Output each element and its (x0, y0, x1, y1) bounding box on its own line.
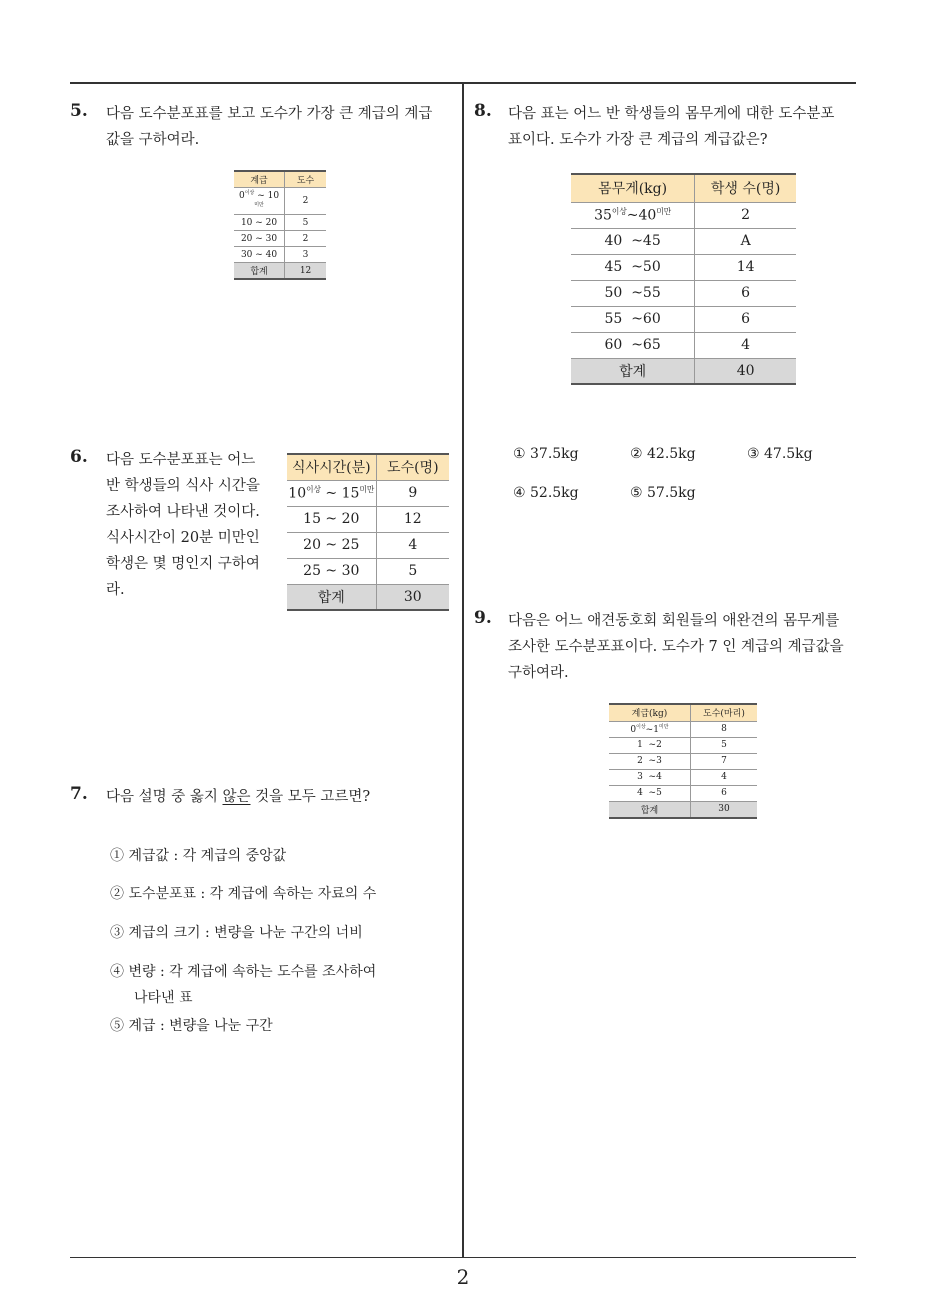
frequency-cell: 4 (376, 532, 449, 558)
interval-value: 45 ~50 (604, 259, 661, 275)
question-5-line2: 값을 구하여라. (106, 132, 200, 148)
frequency-cell: 6 (695, 280, 796, 306)
class-interval-cell (287, 506, 376, 532)
class-interval-cell (609, 785, 690, 801)
table-header-cell: 학생 수(명) (695, 174, 796, 202)
total-label: 합계 (609, 801, 690, 818)
interval-qualifier: 미만 (254, 202, 264, 208)
interval-value: 2 ~3 (637, 756, 662, 766)
interval-value: 0 (630, 725, 637, 735)
interval-value: 0 (239, 191, 245, 201)
table-header-cell: 계급(kg) (609, 704, 690, 721)
question-9-number: 9. (474, 608, 492, 628)
interval-value: ~ 15 (320, 485, 360, 502)
interval-qualifier: 이상 (244, 190, 255, 196)
table-row (234, 188, 326, 215)
table-header-cell: 도수(명) (376, 454, 449, 480)
frequency-cell: 2 (285, 188, 326, 215)
question-6-line: 라. (106, 582, 125, 598)
question-5-number: 5. (70, 101, 88, 121)
question-7-option-4[interactable]: ④ 변량 : 각 계급에 속하는 도수를 조사하여 (110, 964, 377, 980)
frequency-cell: 9 (376, 480, 449, 506)
table-header-cell: 계급 (234, 171, 285, 188)
total-label: 합계 (571, 358, 695, 384)
frequency-cell: 4 (695, 332, 796, 358)
question-5-table (234, 170, 326, 280)
question-5-text (106, 101, 456, 153)
question-6-line: 학생은 몇 명인지 구하여 (106, 556, 260, 572)
class-interval-cell (571, 254, 695, 280)
total-label: 합계 (287, 584, 376, 610)
table-row (609, 737, 757, 753)
interval-qualifier: 이상 (636, 724, 646, 730)
frequency-cell: 7 (690, 753, 757, 769)
class-interval-cell (571, 280, 695, 306)
table-total-row (609, 801, 757, 818)
frequency-cell: 2 (695, 202, 796, 228)
question-9-text (508, 608, 858, 686)
table-row (287, 532, 449, 558)
question-6-line: 반 학생들의 식사 시간을 (106, 478, 260, 494)
class-interval-cell (571, 306, 695, 332)
question-7-text (106, 784, 456, 810)
bottom-rule (70, 1257, 856, 1258)
frequency-cell: 4 (690, 769, 757, 785)
question-8-line2: 표이다. 도수가 가장 큰 계급의 계급값은? (508, 132, 768, 148)
question-8-option-4[interactable]: ④ 52.5kg (513, 485, 579, 501)
question-8-number: 8. (474, 101, 492, 121)
interval-value: 15 ~ 20 (303, 511, 360, 527)
question-8-option-3[interactable]: ③ 47.5kg (747, 446, 813, 462)
class-interval-cell (287, 558, 376, 584)
interval-qualifier: 미만 (658, 724, 669, 730)
table-row (609, 769, 757, 785)
question-8-option-5[interactable]: ⑤ 57.5kg (630, 485, 696, 501)
frequency-cell: 5 (376, 558, 449, 584)
table-row (571, 332, 796, 358)
frequency-cell: 5 (285, 215, 326, 231)
frequency-cell: 5 (690, 737, 757, 753)
question-6-table (287, 453, 449, 611)
table-total-row (287, 584, 449, 610)
interval-value: 1 ~2 (637, 740, 662, 750)
total-value: 12 (285, 263, 326, 280)
question-7-underline: 않은 (222, 789, 251, 805)
total-label: 합계 (234, 263, 285, 280)
interval-value: 20 ~ 25 (303, 537, 360, 553)
table-row (287, 480, 449, 506)
class-interval-cell (571, 332, 695, 358)
table-row (571, 228, 796, 254)
class-interval-cell (571, 228, 695, 254)
table-header-cell: 식사시간(분) (287, 454, 376, 480)
question-7-text-after: 것을 모두 고르면? (250, 789, 371, 805)
question-6-line: 조사하여 나타낸 것이다. (106, 504, 260, 520)
interval-value: 25 ~ 30 (303, 563, 360, 579)
table-header-cell: 몸무게(kg) (571, 174, 695, 202)
frequency-cell: A (695, 228, 796, 254)
question-8-option-1[interactable]: ① 37.5kg (513, 446, 579, 462)
interval-value: 10 (288, 485, 307, 502)
class-interval-cell (234, 247, 285, 263)
question-8-table (571, 173, 796, 385)
column-divider (462, 82, 464, 1258)
table-row (609, 721, 757, 737)
interval-value: 40 ~45 (604, 233, 661, 249)
question-9-line2: 조사한 도수분포표이다. 도수가 7 인 계급의 계급값을 (508, 639, 844, 655)
frequency-cell: 6 (695, 306, 796, 332)
class-interval-cell (609, 753, 690, 769)
table-row (609, 785, 757, 801)
interval-value: 20 ~ 30 (240, 233, 278, 244)
frequency-cell: 14 (695, 254, 796, 280)
table-row (609, 753, 757, 769)
question-7-number: 7. (70, 784, 88, 804)
question-8-line1: 다음 표는 어느 반 학생들의 몸무게에 대한 도수분포 (508, 106, 835, 122)
table-row (571, 306, 796, 332)
interval-value: 50 ~55 (604, 285, 661, 301)
question-7-option-5[interactable]: ⑤ 계급 : 변량을 나눈 구간 (110, 1018, 273, 1034)
interval-qualifier: 이상 (611, 207, 627, 217)
table-header-cell: 도수(마리) (690, 704, 757, 721)
page-number: 2 (456, 1265, 470, 1289)
question-7-text-before: 다음 설명 중 옳지 (106, 789, 223, 805)
interval-value: ~ 10 (254, 191, 280, 201)
interval-value: 10 ~ 20 (240, 217, 278, 228)
interval-qualifier: 미만 (656, 207, 672, 217)
question-6-text (106, 447, 281, 603)
table-row (571, 202, 796, 228)
question-7-option-3[interactable]: ③ 계급의 크기 : 변량을 나눈 구간의 너비 (110, 925, 363, 941)
table-total-row (571, 358, 796, 384)
table-total-row (234, 263, 326, 280)
question-6-line: 식사시간이 20분 미만인 (106, 530, 260, 546)
interval-qualifier: 이상 (306, 485, 321, 495)
table-row (571, 280, 796, 306)
frequency-cell: 6 (690, 785, 757, 801)
class-interval-cell (234, 215, 285, 231)
interval-value: 4 ~5 (637, 788, 662, 798)
interval-value: 30 ~ 40 (240, 249, 278, 260)
interval-value: ~1 (645, 725, 659, 735)
interval-value: 3 ~4 (637, 772, 662, 782)
total-value: 30 (376, 584, 449, 610)
question-9-line3: 구하여라. (508, 665, 569, 681)
total-value: 40 (695, 358, 796, 384)
total-value: 30 (690, 801, 757, 818)
question-9-line1: 다음은 어느 애견동호회 회원들의 애완견의 몸무게를 (508, 613, 840, 629)
class-interval-cell (571, 202, 695, 228)
frequency-cell: 8 (690, 721, 757, 737)
class-interval-cell (287, 480, 376, 506)
question-6-line: 다음 도수분포표는 어느 (106, 452, 256, 468)
interval-value: 55 ~60 (604, 311, 661, 327)
interval-qualifier: 미만 (359, 485, 375, 495)
class-interval-cell (234, 231, 285, 247)
frequency-cell: 12 (376, 506, 449, 532)
frequency-cell: 3 (285, 247, 326, 263)
question-8-text (508, 101, 858, 153)
class-interval-cell (234, 188, 285, 215)
class-interval-cell (609, 769, 690, 785)
interval-value: 60 ~65 (604, 337, 661, 353)
question-9-table (609, 703, 757, 819)
question-7-option-4-continued: 나타낸 표 (134, 990, 193, 1006)
table-row (234, 231, 326, 247)
question-7-option-2[interactable]: ② 도수분포표 : 각 계급에 속하는 자료의 수 (110, 886, 377, 902)
table-row (234, 215, 326, 231)
class-interval-cell (287, 532, 376, 558)
table-row (287, 506, 449, 532)
interval-value: ~40 (626, 207, 657, 224)
table-header-cell: 도수 (285, 171, 326, 188)
question-7-option-1[interactable]: ① 계급값 : 각 계급의 중앙값 (110, 848, 287, 864)
class-interval-cell (609, 737, 690, 753)
question-5-line1: 다음 도수분포표를 보고 도수가 가장 큰 계급의 계급 (106, 106, 433, 122)
question-8-option-2[interactable]: ② 42.5kg (630, 446, 696, 462)
table-row (287, 558, 449, 584)
class-interval-cell (609, 721, 690, 737)
interval-value: 35 (594, 207, 612, 224)
frequency-cell: 2 (285, 231, 326, 247)
question-6-number: 6. (70, 447, 88, 467)
table-row (571, 254, 796, 280)
table-row (234, 247, 326, 263)
